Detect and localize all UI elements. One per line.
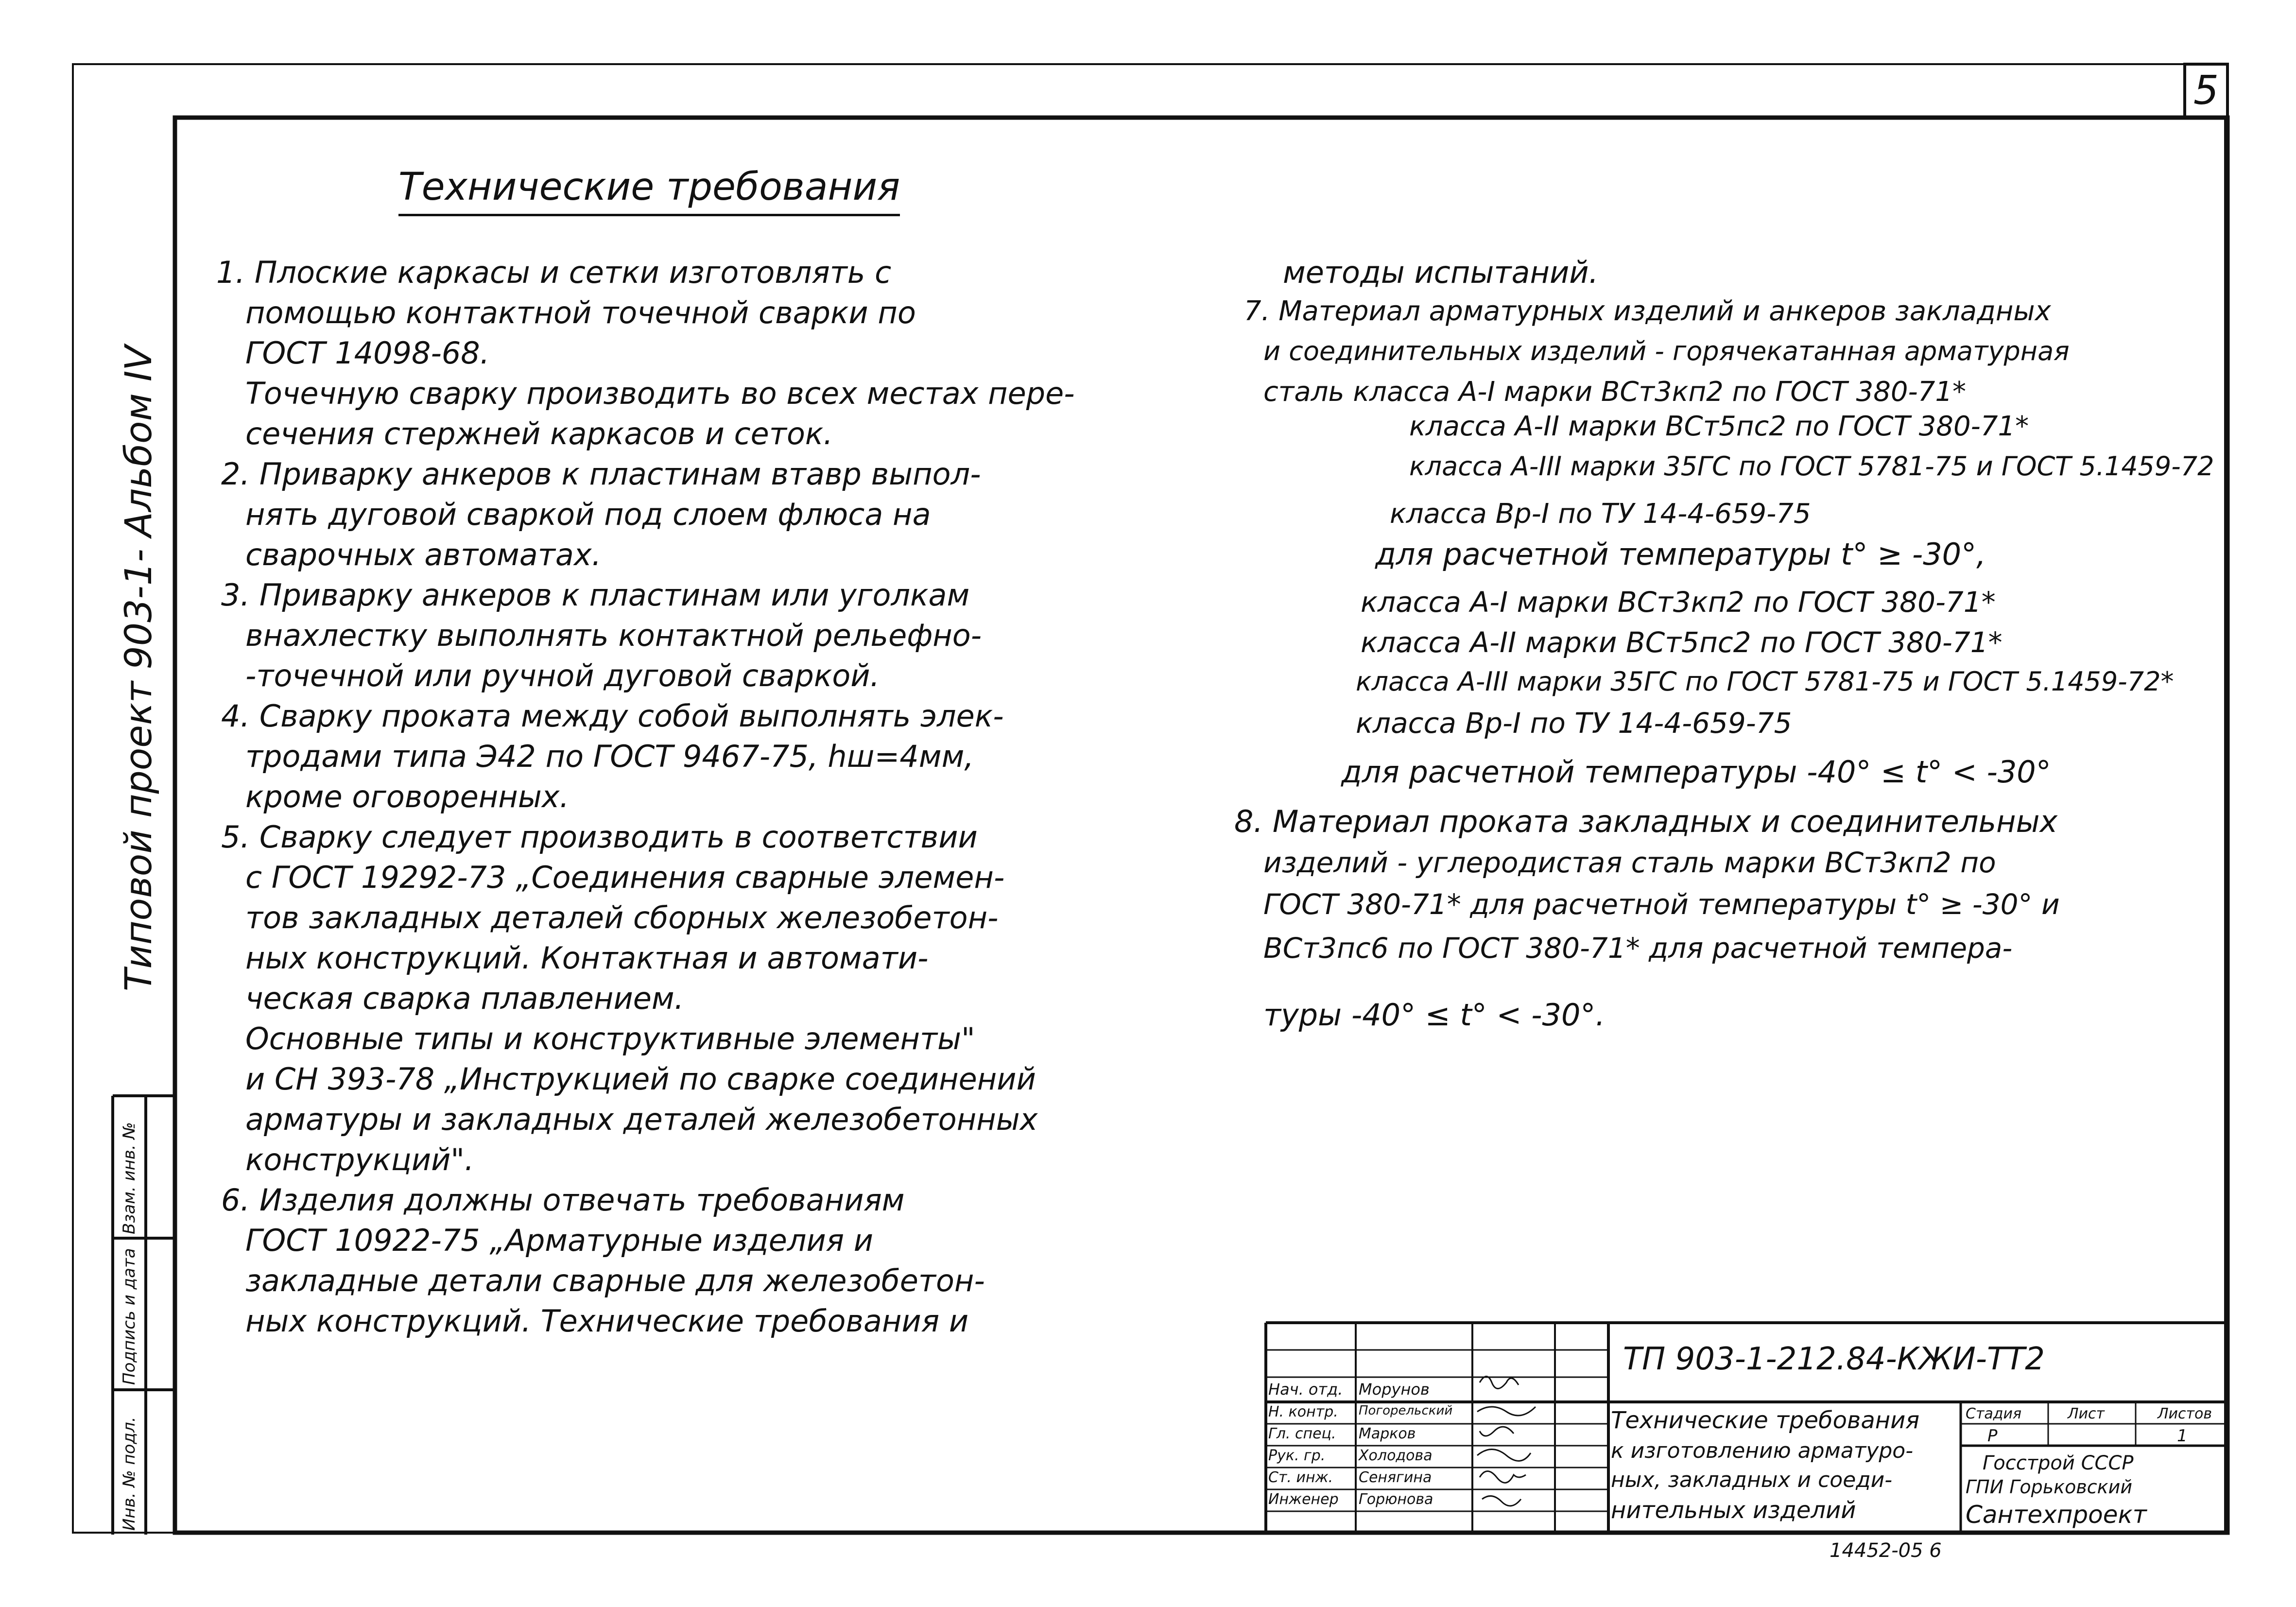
text-line: Основные типы и конструктивные элементы"	[245, 1021, 975, 1056]
text-line: помощью контактной точечной сварки по	[245, 295, 916, 330]
text-line: 8. Материал проката закладных и соединительных	[1234, 804, 2058, 839]
text-line: 3. Приварку анкеров к пластинам или уголкам	[221, 577, 970, 613]
organization-line: ГПИ Горьковский	[1966, 1476, 2133, 1498]
person-role: Нач. отд.	[1268, 1380, 1343, 1399]
stamp-inventory-number: Инв. № подл.	[120, 1417, 139, 1531]
text-line: ческая сварка плавлением.	[245, 981, 684, 1016]
text-line: 5. Сварку следует производить в соответствии	[221, 819, 978, 855]
text-line: конструкций".	[245, 1142, 474, 1177]
person-name: Марков	[1359, 1425, 1416, 1442]
title-block-description-line: Технические требования	[1611, 1407, 1920, 1434]
text-line: тродами типа Э42 по ГОСТ 9467-75, hш=4мм,	[245, 739, 974, 774]
document-code: ТП 903-1-212.84-КЖИ-ТТ2	[1623, 1341, 2045, 1377]
text-line: класса А-III марки 35ГС по ГОСТ 5781-75 и ГОСТ 5.1459-72	[1409, 451, 2214, 482]
text-line: тов закладных деталей сборных железобетон-	[245, 900, 999, 935]
person-name: Погорельский	[1359, 1403, 1453, 1418]
person-role: Инженер	[1268, 1491, 1339, 1508]
text-line: арматуры и закладных деталей железобетонных	[245, 1102, 1038, 1137]
text-line: класса А-I марки ВСт3кп2 по ГОСТ 380-71*	[1361, 586, 1996, 619]
stage-value: Р	[1987, 1426, 1998, 1446]
stage-label: Стадия	[1966, 1405, 2022, 1422]
text-line: ВСт3пс6 по ГОСТ 380-71* для расчетной темпера-	[1263, 932, 2013, 965]
text-line: и соединительных изделий - горячекатанная арматурная	[1263, 336, 2070, 366]
text-line: класса А-II марки ВСт5пс2 по ГОСТ 380-71*	[1409, 411, 2029, 442]
title-block-description-line: ных, закладных и соеди-	[1611, 1468, 1893, 1492]
stamp-replaced-inventory: Взам. инв. №	[120, 1122, 139, 1234]
sheet-label: Лист	[2068, 1405, 2105, 1422]
stamp-signature-date: Подпись и дата	[120, 1248, 139, 1385]
title-block-description-line: к изготовлению арматуро-	[1611, 1438, 1914, 1463]
person-role: Гл. спец.	[1268, 1425, 1336, 1442]
person-name: Морунов	[1359, 1380, 1430, 1399]
text-line: сталь класса А-I марки ВСт3кп2 по ГОСТ 380-71*	[1263, 376, 1966, 408]
page-title: Технические требования	[398, 165, 900, 216]
text-line: 6. Изделия должны отвечать требованиям	[221, 1182, 905, 1218]
person-role: Н. контр.	[1268, 1403, 1338, 1420]
text-line: с ГОСТ 19292-73 „Соединения сварные элемен-	[245, 860, 1005, 895]
person-name: Сенягина	[1359, 1469, 1432, 1486]
text-line: ГОСТ 380-71* для расчетной температуры t° ≥ -30° и	[1263, 888, 2060, 921]
text-line: 1. Плоские каркасы и сетки изготовлять с	[216, 255, 892, 290]
text-line: ГОСТ 10922-75 „Арматурные изделия и	[245, 1223, 874, 1258]
text-line: ГОСТ 14098-68.	[245, 335, 490, 371]
organization-line: Госстрой СССР	[1983, 1452, 2134, 1474]
sheet-number: 5	[2193, 68, 2219, 114]
text-line: класса А-II марки ВСт5пс2 по ГОСТ 380-71*	[1361, 626, 2003, 659]
sheets-label: Листов	[2158, 1405, 2212, 1422]
person-role: Ст. инж.	[1268, 1469, 1333, 1486]
text-line: нять дуговой сваркой под слоем флюса на	[245, 497, 931, 532]
text-line: сечения стержней каркасов и сеток.	[245, 416, 833, 451]
text-line: 2. Приварку анкеров к пластинам втавр выпол-	[221, 456, 981, 492]
person-name: Горюнова	[1359, 1491, 1433, 1508]
text-line: класса Вр-I по ТУ 14-4-659-75	[1390, 498, 1811, 530]
text-line: сварочных автоматах.	[245, 537, 602, 572]
text-line: для расчетной температуры t° ≥ -30°,	[1375, 536, 1986, 572]
text-line: Точечную сварку производить во всех местах пере-	[245, 376, 1075, 411]
text-line: закладные детали сварные для железобетон-	[245, 1263, 985, 1298]
text-line: и СН 393-78 „Инструкцией по сварке соединений	[245, 1061, 1036, 1097]
side-project-label: Типовой проект 903-1- Альбом IV	[117, 345, 160, 991]
text-line: кроме оговоренных.	[245, 779, 570, 814]
text-line: 7. Материал арматурных изделий и анкеров закладных	[1244, 295, 2051, 327]
title-block-description-line: нительных изделий	[1611, 1497, 1856, 1524]
archive-number: 14452-05 6	[1830, 1539, 1942, 1562]
text-line: изделий - углеродистая сталь марки ВСт3кп2 по	[1263, 846, 1996, 879]
text-line: методы испытаний.	[1283, 255, 1599, 290]
text-line: класса А-III марки 35ГС по ГОСТ 5781-75 и ГОСТ 5.1459-72*	[1356, 666, 2174, 697]
person-role: Рук. гр.	[1268, 1447, 1326, 1464]
sheets-value: 1	[2177, 1426, 2188, 1446]
text-line: 4. Сварку проката между собой выполнять элек-	[221, 698, 1004, 734]
organization-line: Сантехпроект	[1966, 1501, 2147, 1529]
text-line: внахлестку выполнять контактной рельефно-	[245, 618, 982, 653]
text-line: ных конструкций. Технические требования и	[245, 1303, 969, 1339]
text-line: для расчетной температуры -40° ≤ t° < -30°	[1341, 754, 2051, 790]
text-line: ных конструкций. Контактная и автомати-	[245, 940, 929, 976]
person-name: Холодова	[1359, 1447, 1433, 1464]
text-line: класса Вр-I по ТУ 14-4-659-75	[1356, 707, 1792, 740]
text-line: туры -40° ≤ t° < -30°.	[1263, 997, 1605, 1033]
text-line: -точечной или ручной дуговой сваркой.	[245, 658, 880, 693]
